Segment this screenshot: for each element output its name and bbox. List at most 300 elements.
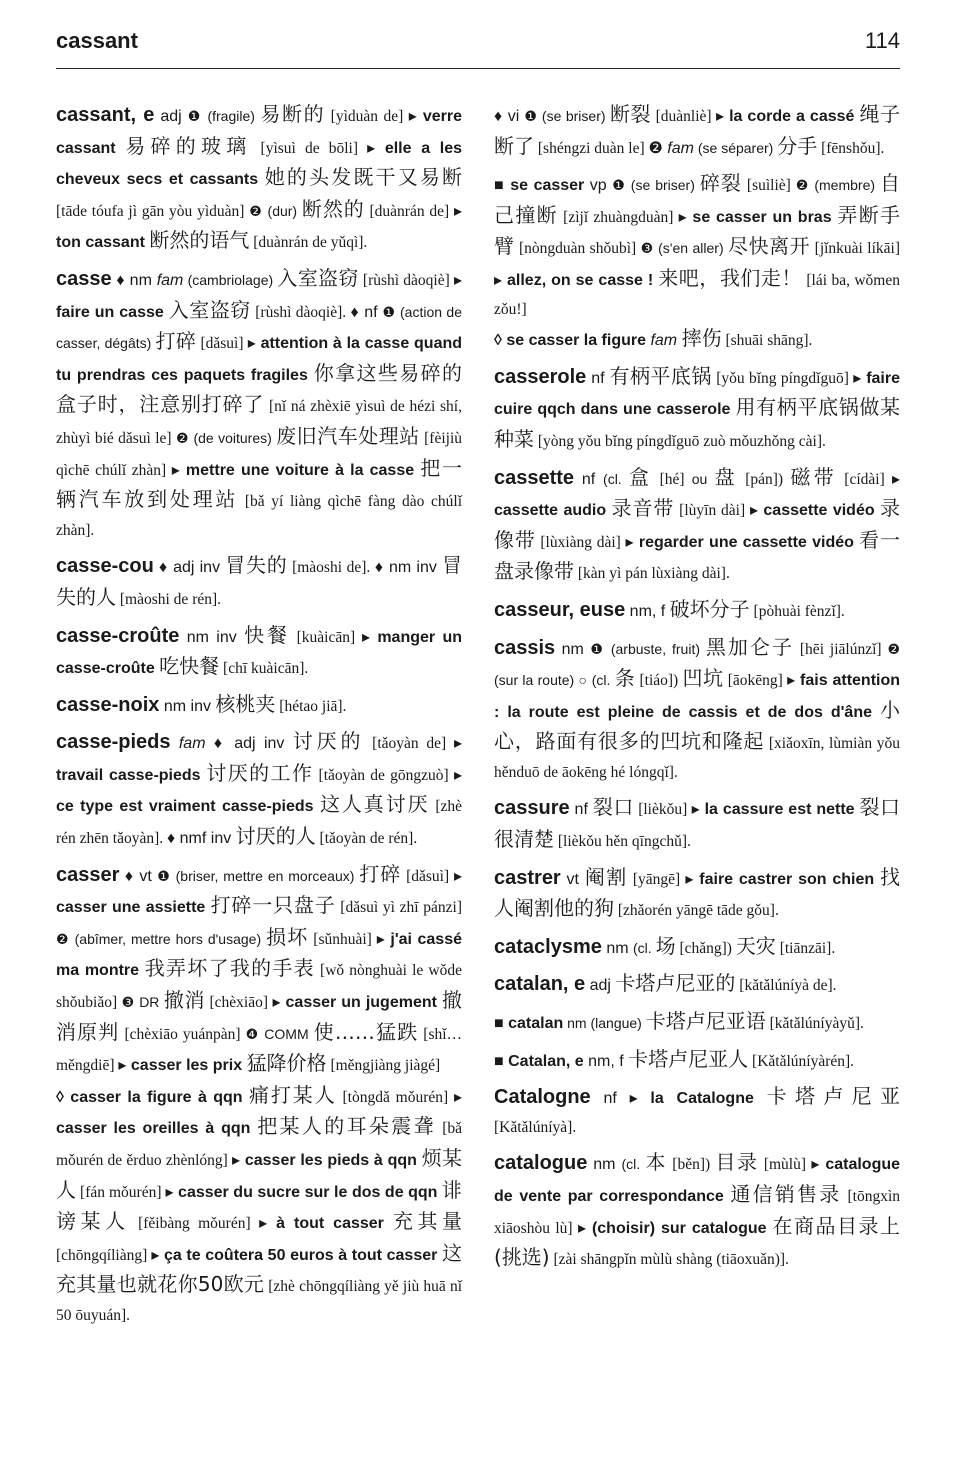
entry-text: nm — [601, 939, 633, 957]
sense-marker: ❸ DR — [121, 994, 164, 1011]
pinyin: [hé] — [652, 470, 692, 488]
chinese-text: 来吧，我们走！ — [658, 265, 802, 290]
chinese-text: 充其量 — [392, 1209, 462, 1234]
pinyin: [wǒ nònghuài le wǒde shǒubiǎo] — [56, 962, 462, 1012]
pinyin: [fèijiù qìchē chúlǐ zhàn] — [56, 429, 463, 479]
separator-glyph: ▸ — [453, 202, 462, 220]
example-phrase: elle a les cheveux secs et cassants — [56, 139, 463, 189]
entry-text: ♦ nf — [350, 303, 383, 321]
chinese-text: 快餐 — [244, 622, 290, 647]
example-phrase: se casser la figure — [506, 332, 646, 350]
chinese-text: 卡塔卢尼亚的 — [615, 971, 736, 996]
headword: casse-noix — [56, 693, 160, 716]
chinese-text: 断然的 — [301, 196, 365, 221]
dictionary-entry — [494, 362, 900, 457]
headword: cassant, e — [56, 104, 155, 126]
chinese-text: 我弄坏了我的手表 — [144, 956, 315, 981]
dictionary-entry — [494, 1045, 900, 1077]
example-phrase: travail casse-pieds — [56, 766, 201, 784]
example-phrase: (choisir) sur catalogue — [591, 1219, 767, 1237]
headword: cassure — [494, 797, 570, 820]
sense-marker: ❶ (fragile) — [187, 108, 261, 124]
example-phrase: attention à la casse quand tu prendras ces paquets fragiles — [56, 335, 463, 384]
pinyin: [fěibàng mǒurén] — [129, 1215, 260, 1233]
example-phrase: casser la figure à qqn — [70, 1088, 243, 1106]
separator-glyph: ▸ — [376, 930, 391, 948]
headword: casseur, euse — [494, 598, 626, 621]
chinese-text: 绳子断了 — [494, 102, 901, 158]
chinese-text: 通信销售录 — [730, 1182, 842, 1206]
headword: Catalogne — [494, 1086, 591, 1109]
pinyin: [dǎsuì] — [401, 867, 454, 885]
example-phrase: la Catalogne — [650, 1090, 754, 1108]
example-phrase: casser les prix — [130, 1057, 243, 1075]
sense-marker: (se séparer) — [693, 139, 778, 156]
chinese-text: 断裂 — [609, 102, 652, 126]
dictionary-entry — [494, 169, 900, 356]
sense-marker: ❶ (se briser) — [524, 108, 610, 124]
pinyin: [zìjǐ zhuàngduàn] — [557, 208, 679, 226]
chinese-text: 入室盗窃 — [168, 297, 251, 322]
guide-word: cassant — [56, 28, 138, 53]
pinyin: [kàn yì pán lùxiàng dài]. — [574, 565, 730, 583]
pinyin: [sǔnhuài] — [308, 930, 377, 948]
register-label: fam — [667, 139, 694, 157]
chinese-text: 她的头发既干又易断 — [264, 165, 463, 190]
pinyin: [fēnshǒu]. — [817, 139, 885, 157]
headword: catalan, e — [494, 973, 586, 996]
pinyin: [lái ba, wǒmen zǒu!] — [494, 271, 900, 318]
example-phrase: casser un jugement — [285, 994, 437, 1012]
pinyin: [hēi jiālúnzǐ] — [794, 640, 888, 658]
sense-marker: ou — [691, 470, 715, 487]
example-phrase: regarder une cassette vidéo — [638, 533, 854, 551]
separator-glyph: ▸ — [259, 1215, 277, 1233]
pinyin: [bǎ yí liàng qìchē fàng dào chúlǐ zhàn]. — [56, 493, 463, 539]
sense-marker: ❶ (briser, mettre en morceaux) — [157, 867, 360, 884]
separator-glyph: ▸ — [685, 870, 700, 888]
chinese-text: 小心，路面有很多的凹坑和隆起 — [494, 697, 900, 754]
pinyin: [yìduàn de] — [325, 108, 409, 125]
dictionary-entry — [494, 863, 900, 926]
pinyin: [kǎtǎlúníyàyǔ]. — [765, 1015, 864, 1033]
example-phrase: la cassure est nette — [704, 801, 855, 819]
entry-text — [171, 735, 179, 752]
example-phrase: casser les pieds à qqn — [244, 1152, 417, 1169]
pinyin: [nǐ ná zhèxiē yìsuì de hézi shí, zhùyì bié dǎsuì le] — [56, 398, 462, 447]
chinese-text: 猛降价格 — [246, 1051, 327, 1076]
chinese-text: 冒失的人 — [56, 553, 463, 609]
sense-marker: ❷ (abîmer, mettre hors d'usage) — [56, 930, 267, 947]
pinyin: [tǎoyàn de gōngzuò] — [313, 766, 454, 784]
pinyin: [suìliè] — [741, 177, 796, 195]
example-phrase: fais attention : la route est pleine de cassis et de dos d'âne — [494, 672, 901, 721]
entry-text: nf — [590, 1090, 630, 1108]
dictionary-entry — [56, 690, 462, 722]
entry-text — [258, 171, 265, 188]
headword: cassis — [494, 636, 556, 659]
left-column — [56, 100, 462, 1337]
example-phrase: cassette audio — [494, 502, 607, 520]
dictionary-entry — [494, 633, 900, 788]
sense-marker: ❷ (dur) — [249, 202, 302, 219]
chinese-text: 损坏 — [266, 924, 309, 949]
separator-glyph: ▸ — [118, 1057, 131, 1075]
dictionary-entry — [494, 1148, 900, 1274]
example-phrase: mettre une voiture à la casse — [185, 461, 415, 479]
dictionary-entry — [56, 551, 462, 614]
pinyin: [yǒu bǐng píngdǐguō] — [711, 369, 854, 387]
chinese-text: 碎裂 — [699, 171, 742, 196]
sense-marker: (cl. — [633, 939, 656, 956]
register-label: fam — [650, 332, 678, 350]
pinyin: [chèxiāo] — [205, 994, 273, 1012]
pinyin: [chōngqíliàng] — [56, 1246, 152, 1264]
example-phrase: j'ai cassé ma montre — [56, 930, 463, 980]
pinyin: [duànrán de yǔqì]. — [249, 234, 368, 252]
sense-marker: ❷ (membre) — [795, 177, 880, 194]
pinyin: [tiáo]) — [635, 672, 683, 690]
pinyin: [rùshì dàoqiè]. — [250, 303, 351, 321]
dictionary-entry — [494, 1082, 900, 1142]
pinyin: [tòngdǎ mǒurén] — [336, 1088, 454, 1106]
chinese-text: 打碎一只盘子 — [210, 893, 336, 918]
entry-text: nf — [569, 801, 593, 819]
entry-text: adj — [154, 108, 188, 125]
entry-text: ♦ vi — [494, 108, 525, 125]
separator-glyph: ▸ — [272, 994, 286, 1012]
chinese-text: 分手 — [777, 133, 818, 158]
chinese-text: 自己撞断 — [494, 171, 900, 227]
chinese-text: 使……猛跌 — [313, 1019, 419, 1044]
separator-glyph: ▸ — [716, 108, 730, 125]
chinese-text: 录像带 — [494, 496, 901, 552]
chinese-text: 这人真讨厌 — [319, 792, 430, 817]
dictionary-entry — [56, 860, 462, 1331]
headword: casse-cou — [56, 555, 154, 578]
headword: casse — [56, 267, 112, 290]
chinese-text: 磁带 — [790, 464, 838, 489]
pinyin: [nòngduàn shǒubì] — [514, 240, 641, 258]
chinese-text: 找人阉割他的狗 — [494, 864, 900, 921]
separator-glyph: ▸ — [494, 271, 508, 289]
separator-glyph: ◊ — [494, 332, 507, 350]
example-phrase: casser les oreilles à qqn — [56, 1120, 251, 1138]
pinyin: [duànliè] — [651, 108, 716, 125]
entry-text — [384, 1215, 393, 1232]
separator-glyph: ■ — [494, 177, 511, 195]
entry-text: ♦ nm — [111, 271, 157, 289]
pinyin: [chī kuàicān]. — [219, 660, 309, 678]
pinyin: [dǎsuì] — [196, 335, 248, 353]
chinese-text: 卡塔卢尼亚语 — [645, 1009, 766, 1034]
chinese-text: 裂口 — [592, 795, 634, 820]
pinyin: [yìsuì de bōli] — [251, 139, 368, 157]
separator-glyph: ▸ — [577, 1219, 592, 1237]
entry-text: ♦ adj inv — [205, 735, 293, 753]
headword: casserole — [494, 365, 587, 388]
separator-glyph: ▸ — [629, 1090, 651, 1108]
chinese-text: 条 — [614, 666, 636, 691]
pinyin: [tǎoyàn de] — [364, 735, 454, 753]
pinyin: [shéngzi duàn le] — [534, 139, 649, 157]
pinyin: [kuàicān] — [289, 628, 362, 646]
dictionary-entry — [494, 969, 900, 1001]
entry-text — [116, 140, 126, 157]
entry-text: nm, f — [583, 1052, 629, 1070]
pinyin: [běn]) — [666, 1156, 716, 1174]
sense-marker: ❶ (action de casser, dégâts) — [56, 303, 462, 352]
pinyin: [yāngē] — [627, 870, 686, 888]
chinese-text: 痛打某人 — [248, 1082, 337, 1107]
pinyin: [màoshi de]. — [287, 559, 375, 577]
separator-glyph: ▸ — [678, 208, 693, 226]
chinese-text: 易碎的玻璃 — [125, 133, 252, 158]
pinyin: [pòhuài fènzǐ]. — [749, 602, 845, 620]
pinyin: [tiānzāi]. — [775, 939, 836, 957]
sense-marker: ❹ COMM — [245, 1025, 314, 1042]
example-phrase: cassette vidéo — [763, 502, 875, 520]
separator-glyph: ◊ — [56, 1088, 71, 1106]
pinyin: [dǎsuì yì zhī pánzi] — [335, 899, 462, 917]
pinyin: [màoshi de rén]. — [116, 590, 222, 608]
register-label: fam — [156, 271, 184, 289]
dictionary-entry — [494, 932, 900, 964]
pinyin: [chǎng]) — [675, 939, 736, 957]
dictionary-entry — [494, 793, 900, 856]
pinyin: [pán]) — [737, 470, 791, 488]
right-column — [494, 100, 900, 1281]
separator-glyph: ▸ — [232, 1152, 245, 1169]
chinese-text: 核桃夹 — [215, 691, 276, 716]
dictionary-entry — [56, 727, 462, 853]
pinyin: [shuāi shāng]. — [721, 332, 813, 350]
pinyin: [yòng yǒu bǐng píngdǐguō zuò mǒuzhǒng cài]. — [534, 432, 826, 450]
chinese-text: 把一辆汽车放到处理站 — [56, 455, 462, 512]
separator-glyph: ▸ — [811, 1156, 826, 1174]
example-phrase: catalan — [508, 1015, 564, 1033]
separator-glyph: ▸ — [787, 672, 801, 690]
sense-marker: ❸ (s'en aller) — [640, 240, 729, 257]
chinese-text: 易断的 — [260, 102, 326, 126]
chinese-text: 摔伤 — [681, 326, 722, 351]
example-phrase: faire castrer son chien — [699, 870, 875, 888]
example-phrase: ton cassant — [56, 234, 145, 252]
dictionary-entry — [56, 264, 462, 545]
separator-glyph: ▸ — [453, 766, 462, 784]
chinese-text: 撤消原判 — [56, 988, 462, 1044]
example-phrase: faire un casse — [56, 303, 164, 321]
chinese-text: 用有柄平底锅做某种菜 — [494, 395, 901, 451]
chinese-text: 看一盘录像带 — [494, 527, 901, 584]
entry-text: vt — [560, 870, 585, 888]
pinyin: [tāde tóufa jì gān yòu yìduàn] — [56, 202, 250, 220]
chinese-text: 卡塔卢尼亚人 — [628, 1046, 749, 1071]
chinese-text: 阉割 — [584, 864, 628, 889]
chinese-text: 撤消 — [163, 988, 206, 1013]
chinese-text: 在商品目录上(挑选) — [494, 1213, 901, 1270]
pinyin: [lùxiàng dài] — [535, 533, 626, 551]
pinyin: [lièkǒu] — [633, 801, 692, 819]
pinyin: [jǐnkuài líkāi] — [810, 240, 900, 258]
entry-text: nf — [586, 369, 610, 387]
sense-marker: ❶ (se briser) — [612, 177, 700, 194]
example-phrase: allez, on se casse ! — [507, 271, 654, 289]
chinese-text: 入室盗窃 — [277, 265, 359, 290]
pinyin: [xiǎoxīn, lùmiàn yǒu hěnduō de āokēng hé lóngqǐ]. — [494, 735, 901, 781]
example-phrase: se casser — [510, 177, 585, 195]
sense-marker: (cambriolage) — [183, 271, 278, 288]
entry-text: vp — [584, 177, 613, 195]
pinyin: [shǐ… měngdiē] — [56, 1025, 463, 1075]
chinese-text: 凹坑 — [682, 666, 724, 691]
pinyin: [měngjiàng jiàgé] — [326, 1057, 441, 1075]
separator-glyph: ▸ — [408, 108, 423, 125]
chinese-text: 讨厌的 — [292, 729, 365, 754]
sense-marker: nm (langue) — [563, 1015, 646, 1032]
chinese-text: 有柄平底锅 — [609, 363, 712, 388]
pinyin: [rùshì dàoqiè] — [358, 271, 454, 289]
chinese-text: 讨厌的工作 — [206, 760, 314, 785]
sense-marker: ❷ (de voitures) — [175, 429, 277, 446]
chinese-text: 场 — [655, 933, 676, 958]
headword: cassette — [494, 466, 575, 489]
dictionary-entry — [494, 100, 900, 163]
chinese-text: 断然的语气 — [149, 228, 250, 253]
example-phrase: ça te coûtera 50 euros à tout casser — [163, 1246, 438, 1264]
example-phrase: manger un casse-croûte — [56, 628, 462, 678]
chinese-text: 尽快离开 — [728, 234, 811, 259]
example-phrase: casser une assiette — [56, 899, 206, 917]
sense-marker: (cl. — [603, 470, 629, 487]
separator-glyph: ▸ — [453, 867, 462, 885]
chinese-text: 本 — [645, 1150, 667, 1175]
dictionary-entry — [56, 100, 462, 258]
chinese-text: 打碎 — [155, 329, 197, 354]
pinyin: [chèxiāo yuánpàn] — [119, 1025, 246, 1043]
pinyin: [lièkǒu hěn qīngchǔ]. — [554, 833, 691, 851]
chinese-text: 讨厌的人 — [235, 824, 316, 849]
pinyin: [zài shāngpǐn mùlù shàng (tiāoxuǎn)]. — [549, 1251, 789, 1269]
entry-text: ♦ nmf inv — [167, 830, 236, 848]
separator-glyph: ▸ — [453, 1088, 463, 1106]
page-number: 114 — [864, 28, 900, 53]
separator-glyph: ▸ — [165, 1183, 179, 1201]
pinyin: [tǎoyàn de rén]. — [315, 830, 418, 848]
headword: catalogue — [494, 1152, 588, 1175]
sense-marker: ○ (cl. — [578, 672, 615, 689]
pinyin: [zhè rén zhēn tǎoyàn]. — [56, 798, 463, 848]
pinyin: [zhǎorén yāngē tāde gǒu]. — [614, 902, 779, 920]
chinese-text: 录音带 — [611, 496, 675, 521]
separator-glyph: ▸ — [171, 461, 186, 479]
pinyin: [tōngxìn xiāoshòu lù] — [494, 1188, 901, 1237]
entry-text: ♦ nm inv — [374, 559, 443, 577]
chinese-text: 这充其量也就花你50欧元 — [56, 1240, 462, 1297]
dictionary-entry — [494, 1007, 900, 1039]
pinyin: [zhè chōngqíliàng yě jiù huā nǐ 50 ōuyuán]. — [56, 1278, 463, 1324]
separator-glyph: ▸ — [361, 628, 378, 646]
pinyin: [kǎtǎlúníyà de]. — [735, 977, 837, 995]
chinese-text: 诽谤某人 — [56, 1177, 462, 1234]
chinese-text: 把某人的耳朵震聋 — [257, 1114, 436, 1139]
separator-glyph: ■ — [494, 1015, 509, 1033]
example-phrase: à tout casser — [276, 1215, 384, 1233]
chinese-text: 吃快餐 — [159, 654, 220, 679]
register-label: fam — [178, 735, 206, 753]
dictionary-entry — [494, 463, 900, 589]
entry-text: nm — [555, 640, 591, 658]
pinyin: [lùyīn dài] — [674, 502, 750, 520]
sense-marker: (cl. — [621, 1156, 646, 1173]
pinyin: [mùlù] — [758, 1156, 812, 1174]
sense-marker: ❷ (sur la route) — [494, 640, 901, 689]
headword: castrer — [494, 866, 561, 889]
example-phrase: se casser un bras — [692, 208, 832, 226]
chinese-text: 裂口很清楚 — [494, 795, 901, 852]
headword: casse-pieds — [56, 731, 171, 754]
pinyin: [cídài] — [837, 470, 892, 488]
entry-text: nm inv — [179, 628, 245, 646]
entry-text — [872, 704, 880, 721]
entry-text: nf — [574, 470, 604, 488]
chinese-text: 盘 — [714, 464, 738, 489]
entry-text: ♦ vt — [119, 867, 158, 885]
separator-glyph: ▸ — [625, 533, 639, 551]
separator-glyph: ▸ — [691, 801, 705, 819]
example-phrase: casser du sucre sur le dos de qqn — [178, 1183, 438, 1201]
chinese-text: 卡塔卢尼亚 — [766, 1084, 900, 1109]
headword: casser — [56, 863, 120, 886]
chinese-text: 天灾 — [735, 933, 776, 958]
separator-glyph: ▸ — [892, 470, 901, 488]
separator-glyph: ▸ — [749, 502, 764, 520]
pinyin: [fán mǒurén] — [76, 1183, 166, 1201]
dictionary-entry — [56, 621, 462, 684]
separator-glyph: ▸ — [151, 1246, 164, 1264]
entry-text: ❷ — [648, 139, 668, 157]
pinyin: [duànrán de] — [364, 202, 454, 220]
pinyin: [Kǎtǎlúníyà]. — [494, 1118, 577, 1136]
separator-glyph: ■ — [494, 1052, 509, 1070]
pinyin: [āokēng] — [723, 672, 788, 690]
entry-text — [754, 1090, 767, 1107]
page-header — [56, 24, 900, 69]
chinese-text: 打碎 — [359, 861, 402, 886]
pinyin: [hétao jiā]. — [275, 697, 347, 715]
example-phrase: verre cassant — [56, 108, 463, 157]
example-phrase: catalogue de vente par correspondance — [494, 1156, 901, 1205]
chinese-text: 弄断手臂 — [494, 202, 901, 259]
entry-text: nm, f — [625, 602, 670, 620]
separator-glyph: ▸ — [453, 271, 463, 289]
separator-glyph: ▸ — [853, 369, 867, 387]
example-phrase: ce type est vraiment casse-pieds — [56, 798, 314, 816]
chinese-text: 盒 — [628, 464, 653, 489]
pinyin: [bǎ mǒurén de ěrduo zhènlóng] — [56, 1120, 462, 1169]
separator-glyph: ▸ — [453, 735, 462, 753]
chinese-text: 废旧汽车处理站 — [276, 423, 420, 448]
dictionary-entry — [494, 595, 900, 627]
chinese-text: 黑加仑子 — [705, 634, 794, 659]
entry-text: nm inv — [159, 697, 216, 715]
entry-text: adj — [585, 977, 616, 995]
pinyin: [Kǎtǎlúníyàrén]. — [748, 1052, 855, 1070]
chinese-text: 目录 — [715, 1150, 759, 1175]
entry-text: nm — [587, 1156, 622, 1174]
separator-glyph: ▸ — [247, 335, 261, 353]
entry-text: ♦ adj inv — [153, 559, 226, 577]
